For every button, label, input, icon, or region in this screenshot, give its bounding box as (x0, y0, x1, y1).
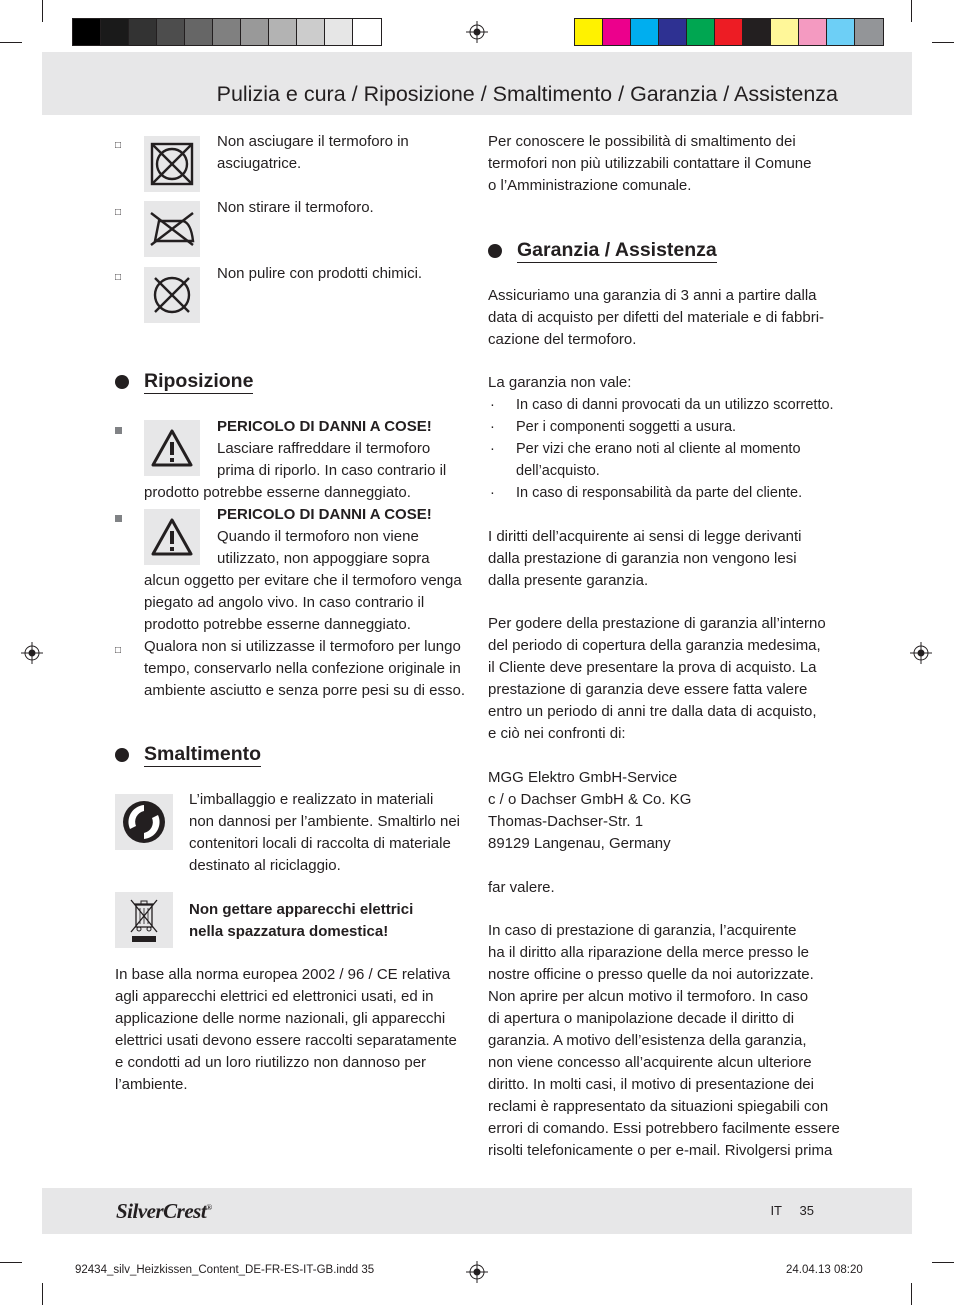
no-chemical-cleaning-icon (144, 267, 200, 323)
address-line: c / o Dachser GmbH & Co. KG (488, 791, 692, 808)
color-swatch (855, 19, 883, 45)
registration-mark-icon (910, 642, 932, 664)
page-header (42, 52, 912, 115)
green-dot-recycle-icon (115, 794, 173, 850)
directive-text: elettrici usati devono essere raccolti separatamente (115, 1032, 457, 1049)
crop-mark (932, 1262, 954, 1263)
color-swatch (157, 19, 185, 45)
page-footer (42, 1188, 912, 1234)
section-heading-smaltimento (115, 743, 261, 767)
color-swatch (827, 19, 855, 45)
storage-note-text: Qualora non si utilizzasse il termoforo per lungo (144, 638, 461, 655)
page-title: Pulizia e cura / Riposizione / Smaltimento / Garanzia / Assistenza (216, 82, 838, 106)
claim-text: prestazione di garanzia deve essere fatta valere (488, 681, 808, 698)
directive-text: l’ambiente. (115, 1076, 188, 1093)
repair-text: Non aprire per alcun motivo il termoforo. In caso (488, 988, 809, 1005)
color-swatch (241, 19, 269, 45)
color-swatch (715, 19, 743, 45)
repair-text: risolti telefonicamente o per e-mail. Rivolgersi prima (488, 1142, 833, 1159)
color-swatch (185, 19, 213, 45)
directive-text: applicazione delle norme nazionali, gli apparecchi (115, 1010, 446, 1027)
color-swatch (659, 19, 687, 45)
crop-mark (911, 1283, 912, 1305)
directive-text: In base alla norma europea 2002 / 96 / CE relativa (115, 966, 451, 983)
heading-text: Riposizione (144, 370, 254, 392)
warning-icon (144, 420, 200, 476)
section-heading-riposizione (115, 370, 253, 394)
list-item: · Per vizi che erano noti al cliente al momento dell’acquisto. (490, 441, 801, 479)
rights-text: dalla presente garanzia. (488, 572, 649, 589)
color-swatch (325, 19, 353, 45)
list-item: · In caso di danni provocati da un utilizzo scorretto. (490, 397, 834, 413)
page-number: 35 (799, 1203, 814, 1218)
claim-text: e ciò nei confronti di: (488, 725, 626, 742)
print-slug-date: 24.04.13 08:20 (786, 1264, 863, 1276)
crop-mark (0, 1262, 22, 1263)
crop-mark (911, 0, 912, 22)
crop-mark (42, 0, 43, 22)
exclusion-list (488, 394, 848, 504)
silvercrest-logo: SilverCrest® (116, 1199, 212, 1223)
claim-text: entro un periodo di anni tre dalla data di acquisto, (488, 703, 817, 720)
repair-text: errori di comando. Essi potrebbero facilmente essere (488, 1120, 840, 1137)
checkbox-marker: □ (115, 645, 122, 656)
guarantee-text: Assicuriamo una garanzia di 3 anni a partire dalla (488, 287, 817, 304)
warning-title: PERICOLO DI DANNI A COSE! (217, 506, 432, 523)
color-swatch (129, 19, 157, 45)
repair-text: garanzia. A motivo dell’esistenza della garanzia, (488, 1032, 807, 1049)
list-item: · Per i componenti soggetti a usura. (490, 419, 737, 435)
registration-mark-icon (466, 1261, 488, 1283)
checkbox-marker: □ (115, 207, 122, 218)
repair-text: reclami è rappresentato da situazioni spiegabili con (488, 1098, 829, 1115)
crop-mark (932, 42, 954, 43)
color-swatch (799, 19, 827, 45)
crop-mark (0, 42, 22, 43)
not-valid-label: La garanzia non vale: (488, 374, 632, 391)
warning-title: PERICOLO DI DANNI A COSE! (217, 418, 432, 435)
gray-color-bar (72, 18, 382, 46)
address-line: 89129 Langenau, Germany (488, 835, 671, 852)
color-swatch (269, 19, 297, 45)
warning-text: Lasciare raffreddare il termoforo (217, 440, 431, 457)
address-line: MGG Elektro GmbH-Service (488, 769, 678, 786)
repair-text: In caso di prestazione di garanzia, l’acquirente (488, 922, 797, 939)
claim-text: il Cliente deve presentare la prova di acquisto. La (488, 659, 817, 676)
process-color-bar (574, 18, 884, 46)
warning-text: utilizzato, non appoggiare sopra (217, 550, 430, 567)
language-code: IT (770, 1203, 782, 1218)
color-swatch (687, 19, 715, 45)
repair-text: ha il diritto alla riparazione della merce presso le (488, 944, 809, 961)
care-item-text: Non pulire con prodotti chimici. (217, 265, 423, 282)
weee-warning-text: Non gettare apparecchi elettrici (189, 901, 414, 918)
weee-warning-text: nella spazzatura domestica! (189, 923, 389, 940)
address-line: Thomas-Dachser-Str. 1 (488, 813, 644, 830)
print-slug-file: 92434_silv_Heizkissen_Content_DE-FR-ES-IT-GB.indd 35 (75, 1264, 375, 1276)
heading-bullet-icon (115, 375, 129, 389)
service-address (488, 767, 848, 855)
heading-bullet-icon (115, 748, 129, 762)
repair-text: non viene concesso all’acquirente alcun ulteriore (488, 1054, 812, 1071)
care-item-text: Non stirare il termoforo. (217, 199, 374, 216)
disposal-intro-text: o l’Amministrazione comunale. (488, 177, 692, 194)
checkbox-marker: □ (115, 272, 122, 283)
weee-crossed-bin-icon (115, 892, 173, 948)
color-swatch (743, 19, 771, 45)
warning-text: prodotto potrebbe esserne danneggiato. (144, 484, 411, 501)
recycle-text: contenitori locali di raccolta di materiale (189, 835, 451, 852)
filled-square-marker (115, 427, 122, 434)
disposal-intro-text: termofori non più utilizzabili contattare il Comune (488, 155, 812, 172)
color-swatch (603, 19, 631, 45)
no-tumble-dry-icon (144, 136, 200, 192)
color-swatch (73, 19, 101, 45)
guarantee-text: cazione del termoforo. (488, 331, 637, 348)
registration-mark-icon (21, 642, 43, 664)
care-item-text: asciugatrice. (217, 155, 302, 172)
crop-mark (42, 1283, 43, 1305)
color-swatch (631, 19, 659, 45)
color-swatch (297, 19, 325, 45)
color-swatch (353, 19, 381, 45)
rights-text: dalla prestazione di garanzia non vengono lesi (488, 550, 797, 567)
storage-note-text: tempo, conservarlo nella confezione originale in (144, 660, 461, 677)
rights-text: I diritti dell’acquirente ai sensi di legge derivanti (488, 528, 802, 545)
recycle-text: L’imballaggio e realizzato in materiali (189, 791, 434, 808)
registration-mark-icon (466, 21, 488, 43)
claim-text: del periodo di copertura della garanzia medesima, (488, 637, 821, 654)
claim-text: Per godere della prestazione di garanzia all’interno (488, 615, 826, 632)
color-swatch (213, 19, 241, 45)
warning-text: prodotto potrebbe esserne danneggiato. (144, 616, 411, 633)
repair-text: nostre officine o presso quelle da noi autorizzate. (488, 966, 814, 983)
warning-text: piegato ad angolo vivo. In caso contrario il (144, 594, 425, 611)
no-ironing-icon (144, 201, 200, 257)
far-valere-text: far valere. (488, 879, 555, 896)
recycle-text: destinato al riciclaggio. (189, 857, 341, 874)
guarantee-text: data di acquisto per difetti del materiale e di fabbri- (488, 309, 825, 326)
checkbox-marker: □ (115, 140, 122, 151)
list-item: · In caso di responsabilità da parte del cliente. (490, 485, 803, 501)
color-swatch (575, 19, 603, 45)
heading-text: Garanzia / Assistenza (517, 239, 717, 261)
warning-text: prima di riporlo. In caso contrario il (217, 462, 447, 479)
heading-bullet-icon (488, 244, 502, 258)
directive-text: agli apparecchi elettrici ed elettronici usati, ed in (115, 988, 434, 1005)
disposal-intro-text: Per conoscere le possibilità di smaltimento dei (488, 133, 796, 150)
color-swatch (771, 19, 799, 45)
recycle-text: non dannosi per l’ambiente. Smaltirlo nei (189, 813, 460, 830)
heading-text: Smaltimento (144, 743, 262, 765)
care-item-text: Non asciugare il termoforo in (217, 133, 409, 150)
storage-note-text: ambiente asciutto e senza porre pesi su di esso. (144, 682, 466, 699)
repair-text: di apertura o manipolazione decade il diritto di (488, 1010, 795, 1027)
warning-icon (144, 509, 200, 565)
section-heading-garanzia (488, 239, 717, 263)
color-swatch (101, 19, 129, 45)
repair-text: diritto. In molti casi, il motivo di presentazione dei (488, 1076, 814, 1093)
filled-square-marker (115, 515, 122, 522)
warning-text: alcun oggetto per evitare che il termoforo venga (144, 572, 462, 589)
warning-text: Quando il termoforo non viene (217, 528, 419, 545)
directive-text: e condotti ad un loro riutilizzo non dannoso per (115, 1054, 427, 1071)
